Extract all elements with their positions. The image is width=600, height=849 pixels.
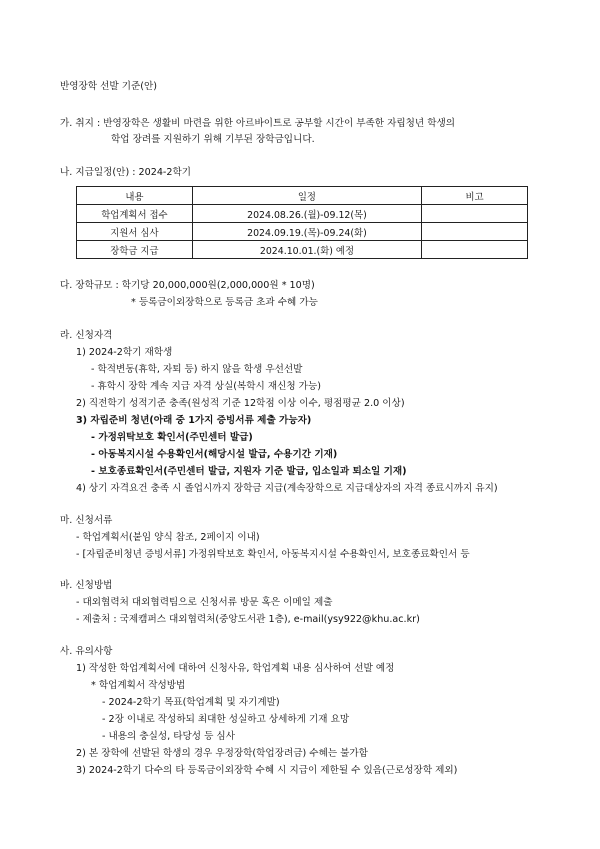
- document-title: 반영장학 선발 기준(안): [60, 81, 157, 92]
- method-heading: 바. 신청방법: [60, 580, 113, 591]
- method-item: - 대외협력처 대외협력팀으로 신청서류 방문 혹은 이메일 제출: [76, 597, 333, 608]
- eligibility-item: - 아동복지시설 수용확인서(해당시설 발급, 수용기간 기재): [91, 449, 338, 460]
- table-cell: 지원서 심사: [77, 223, 193, 241]
- table-cell: 2024.10.01.(화) 예정: [192, 241, 421, 259]
- table-header-row: [77, 187, 528, 205]
- table-cell: [422, 241, 528, 259]
- table-cell: [422, 223, 528, 241]
- eligibility-heading: 라. 신청자격: [60, 330, 113, 341]
- table-cell: 장학금 지급: [77, 241, 193, 259]
- schedule-heading: 나. 지급일정(안) : 2024-2학기: [60, 167, 192, 178]
- table-cell: 학업계획서 접수: [77, 205, 193, 223]
- table-row: [77, 223, 528, 241]
- table-header-cell: 일정: [192, 187, 421, 205]
- eligibility-item: - 보호종료확인서(주민센터 발급, 지원자 기준 발급, 입소일과 퇴소일 기재): [91, 466, 407, 477]
- documents-heading: 마. 신청서류: [60, 515, 113, 526]
- schedule-table: [76, 186, 528, 259]
- table-cell: [422, 205, 528, 223]
- table-cell: 2024.08.26.(월)-09.12(목): [192, 205, 421, 223]
- notes-item: - 2장 이내로 작성하되 최대한 성실하고 상세하게 기재 요망: [102, 714, 350, 725]
- table-row: [77, 241, 528, 259]
- eligibility-item: - 가정위탁보호 확인서(주민센터 발급): [91, 432, 253, 443]
- notes-item: - 2024-2학기 목표(학업계획 및 자기계발): [102, 697, 280, 708]
- eligibility-item: 3) 자립준비 청년(아래 중 1가지 증빙서류 제출 가능자): [76, 415, 312, 426]
- purpose-line-1: 가. 취지 : 반영장학은 생활비 마련을 위한 아르바이트로 공부할 시간이 부족한 자립청년 학생의: [60, 118, 456, 129]
- purpose-line-2: 학업 장려를 지원하기 위해 기부된 장학금입니다.: [111, 134, 315, 145]
- notes-item: - 내용의 충실성, 타당성 등 심사: [102, 731, 235, 742]
- eligibility-item: 4) 상기 자격요건 충족 시 졸업시까지 장학금 지급(계속장학으로 지급대상자의 자격 종료시까지 유지): [76, 483, 498, 494]
- notes-item: 3) 2024-2학기 다수의 타 등록금이외장학 수혜 시 지급이 제한될 수 있음(근로성장학 제외): [76, 765, 458, 776]
- notes-heading: 사. 유의사항: [60, 646, 113, 657]
- documents-item: - [자립준비청년 증빙서류] 가정위탁보호 확인서, 아동복지시설 수용확인서, 보호종료확인서 등: [76, 549, 470, 560]
- eligibility-item: - 휴학시 장학 계속 지급 자격 상실(복학시 재신청 가능): [91, 381, 321, 392]
- table-header-cell: 비고: [422, 187, 528, 205]
- eligibility-item: 1) 2024-2학기 재학생: [76, 347, 173, 358]
- eligibility-item: 2) 직전학기 성적기준 충족(원성적 기준 12학점 이상 이수, 평점평균 2.0 이상): [76, 398, 405, 409]
- eligibility-item: - 학적변동(휴학, 자퇴 등) 하지 않을 학생 우선선발: [91, 364, 303, 375]
- scale-line-1: 다. 장학규모 : 학기당 20,000,000원(2,000,000원 * 10명): [60, 280, 315, 291]
- scale-line-2: * 등록금이외장학으로 등록금 초과 수혜 가능: [131, 297, 318, 308]
- notes-item: 1) 작성한 학업계획서에 대하여 신청사유, 학업계획 내용 심사하여 선발 예정: [76, 663, 395, 674]
- table-row: [77, 205, 528, 223]
- documents-item: - 학업계획서(붙임 양식 참조, 2페이지 이내): [76, 532, 260, 543]
- notes-item: 2) 본 장학에 선발된 학생의 경우 우정장학(학업장려금) 수혜는 불가함: [76, 748, 368, 759]
- method-item: - 제출처 : 국제캠퍼스 대외협력처(중앙도서관 1층), e-mail(ysy922@khu.ac.kr): [76, 614, 420, 625]
- table-cell: 2024.09.19.(목)-09.24(화): [192, 223, 421, 241]
- table-header-cell: 내용: [77, 187, 193, 205]
- notes-item: * 학업계획서 작성방법: [91, 680, 186, 691]
